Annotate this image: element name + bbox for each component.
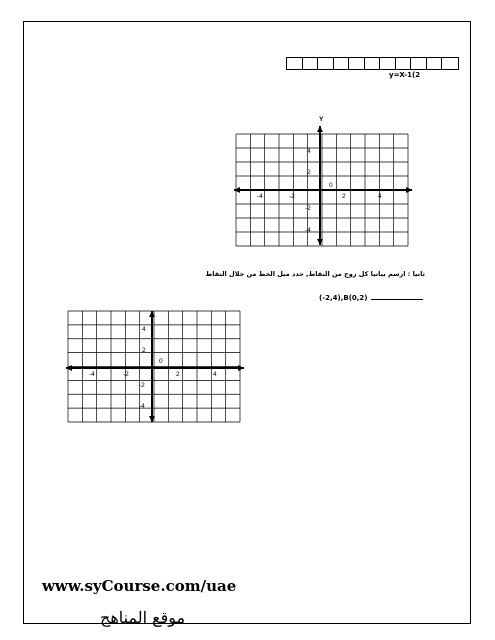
y-tick-label: -2 <box>305 205 311 212</box>
answer-box[interactable] <box>380 58 396 69</box>
origin-label: 0 <box>159 358 163 365</box>
answer-box[interactable] <box>349 58 365 69</box>
x-tick-label: -4 <box>257 193 263 200</box>
x-tick-label: -2 <box>289 193 295 200</box>
y-axis-arrow-up <box>317 126 323 132</box>
equation-label: y=X-1(2 <box>389 71 421 79</box>
answer-box[interactable] <box>365 58 381 69</box>
answer-box[interactable] <box>411 58 427 69</box>
grid-lines <box>68 311 240 422</box>
y-tick-label: 4 <box>142 326 146 333</box>
y-tick-label: -4 <box>305 227 311 234</box>
x-axis-arrow-right <box>406 187 412 193</box>
points-text: (-2,4),B(0,2) <box>319 294 368 302</box>
site-url: www.syCourse.com/uae <box>42 577 237 595</box>
x-tick-label: 2 <box>342 193 346 200</box>
instruction-text: ثانيا : ارسم بيانيا كل زوج من النقاط, حدد ميل الخط من خلال النقاط <box>205 270 425 278</box>
x-tick-label: 4 <box>213 371 217 378</box>
answer-box[interactable] <box>396 58 412 69</box>
x-tick-label: 2 <box>176 371 180 378</box>
points-question <box>319 292 423 302</box>
y-tick-label: 2 <box>307 169 311 176</box>
x-tick-label: 4 <box>378 193 382 200</box>
y-tick-label: -2 <box>139 382 145 389</box>
answer-boxes[interactable] <box>286 57 459 70</box>
answer-box[interactable] <box>334 58 350 69</box>
x-tick-label: -4 <box>89 371 95 378</box>
origin-label: 0 <box>329 182 333 189</box>
answer-box[interactable] <box>427 58 443 69</box>
site-arabic-name: موقع المناهج <box>100 608 186 627</box>
answer-box[interactable] <box>318 58 334 69</box>
coordinate-grid-2[interactable] <box>66 310 246 424</box>
y-tick-label: 2 <box>142 347 146 354</box>
y-tick-label: -4 <box>139 403 145 410</box>
x-axis-arrow-left <box>66 365 72 371</box>
x-tick-label: -2 <box>123 371 129 378</box>
answer-box[interactable] <box>287 58 303 69</box>
x-axis-arrow-left <box>234 187 240 193</box>
x-axis-arrow-right <box>238 365 244 371</box>
coordinate-grid-1[interactable] <box>234 116 414 250</box>
answer-box[interactable] <box>442 58 458 69</box>
y-axis-label: Y <box>319 116 324 123</box>
answer-box[interactable] <box>303 58 319 69</box>
y-tick-label: 4 <box>307 148 311 155</box>
answer-blank[interactable] <box>371 292 423 300</box>
